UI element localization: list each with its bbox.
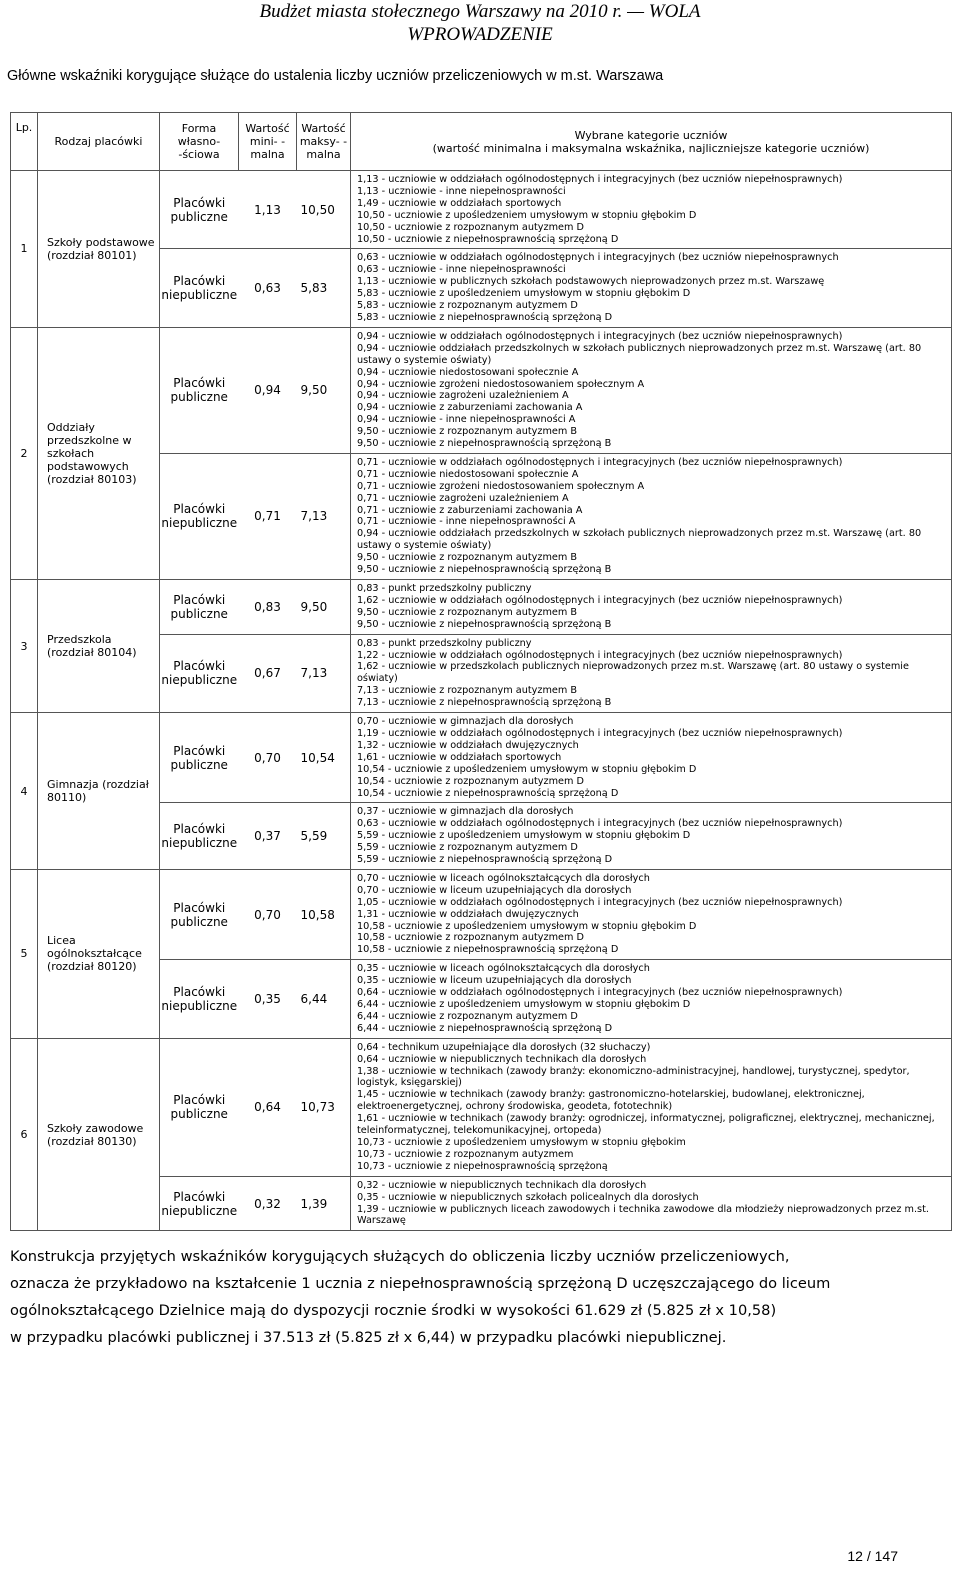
min-value: 0,71 (239, 453, 297, 579)
student-categories (351, 249, 952, 327)
category-line: 1,19 - uczniowie w oddziałach ogólnodostępnych i integracyjnych (bez uczniów niepełnosprawnych) (357, 727, 843, 739)
category-line: 9,50 - uczniowie z niepełnosprawnością sprzężoną B (357, 564, 612, 576)
category-line: 10,58 - uczniowie z rozpoznanym autyzmem D (357, 932, 584, 944)
category-line: 1,13 - uczniowie w oddziałach ogólnodostępnych i integracyjnych (bez uczniów niepełnosprawnych) (357, 174, 843, 185)
max-value: 10,54 (297, 713, 351, 803)
category-line: 10,50 - uczniowie z rozpoznanym autyzmem D (357, 221, 584, 233)
category-line: 0,35 - uczniowie w niepublicznych szkołach policealnych dla dorosłych (357, 1191, 699, 1203)
category-line: 0,35 - uczniowie w liceum uzupełniających dla dorosłych (357, 975, 632, 987)
student-categories (351, 803, 952, 870)
category-line: 0,94 - uczniowie z zaburzeniami zachowania A (357, 402, 583, 414)
category-line: 0,71 - uczniowie - inne niepełnosprawności A (357, 516, 576, 528)
ownership-form: Placówki publiczne (160, 1038, 239, 1176)
row-number: 6 (11, 1038, 38, 1231)
category-line: 1,61 - uczniowie w oddziałach sportowych (357, 751, 562, 763)
category-line: 1,05 - uczniowie w oddziałach ogólnodostępnych i integracyjnych (bez uczniów niepełnosprawnych) (357, 896, 843, 908)
category-line: 1,31 - uczniowie w oddziałach dwujęzycznych (357, 908, 579, 920)
category-line: 0,71 - uczniowie w oddziałach ogólnodostępnych i integracyjnych (bez uczniów niepełnosprawnych) (357, 456, 843, 468)
category-line: 0,71 - uczniowie z zaburzeniami zachowania A (357, 504, 583, 516)
table-row (11, 580, 952, 635)
category-line: 10,58 - uczniowie z niepełnosprawnością sprzężoną D (357, 944, 619, 956)
category-line: 0,83 - punkt przedszkolny publiczny (357, 583, 532, 594)
category-line: 0,70 - uczniowie w liceum uzupełniających dla dorosłych (357, 884, 632, 896)
category-line: 9,50 - uczniowie z niepełnosprawnością sprzężoną B (357, 438, 612, 450)
category-line: 5,83 - uczniowie z upośledzeniem umysłowym w stopniu głębokim D (357, 288, 691, 300)
category-line: 0,64 - technikum uzupełniające dla dorosłych (32 słuchaczy) (357, 1041, 651, 1053)
category-line: 9,50 - uczniowie z rozpoznanym autyzmem B (357, 552, 578, 564)
category-line: 1,38 - uczniowie w technikach (zawody branży: ekonomiczno-administracyjnej, handlowej, turystycznej, spedytor, logistyk, księgarskiej) (357, 1065, 910, 1089)
category-line: 5,59 - uczniowie z rozpoznanym autyzmem D (357, 842, 578, 854)
category-line: 10,73 - uczniowie z upośledzeniem umysłowym w stopniu głębokim (357, 1136, 686, 1148)
student-categories (351, 713, 952, 803)
max-value: 10,50 (297, 171, 351, 249)
category-line: 9,50 - uczniowie z rozpoznanym autyzmem B (357, 606, 578, 618)
category-line: 6,44 - uczniowie z rozpoznanym autyzmem D (357, 1010, 578, 1022)
student-categories (351, 171, 952, 249)
category-line: 1,62 - uczniowie w przedszkolach publicznych nieprowadzonych przez m.st. Warszawę (art. 80 ustawy o systemie oświaty) (357, 661, 909, 685)
max-value: 7,13 (297, 634, 351, 712)
category-line: 6,44 - uczniowie z niepełnosprawnością sprzężoną D (357, 1022, 613, 1034)
ownership-form: Placówki publiczne (160, 171, 239, 249)
row-number: 1 (11, 171, 38, 328)
explanation-line: Konstrukcja przyjętych wskaźników korygujących służących do obliczenia liczby uczniów przeliczeniowych, (10, 1248, 790, 1265)
student-categories (351, 1176, 952, 1231)
category-line: 1,62 - uczniowie w oddziałach ogólnodostępnych i integracyjnych (bez uczniów niepełnosprawnych) (357, 594, 843, 606)
category-line: 1,61 - uczniowie w technikach (zawody branży: ogrodniczej, informatycznej, poligraficznej, elektrycznej, mechanicznej, teleinformatycznej, telekomunikacyjnej, ortopeda) (357, 1113, 935, 1137)
category-line: 9,50 - uczniowie z niepełnosprawnością sprzężoną B (357, 618, 612, 630)
category-line: 1,22 - uczniowie w oddziałach ogólnodostępnych i integracyjnych (bez uczniów niepełnosprawnych) (357, 649, 843, 661)
table-row (11, 327, 952, 453)
header-kategorie (351, 113, 952, 171)
ownership-form: Placówki publiczne (160, 580, 239, 635)
ownership-form: Placówki publiczne (160, 869, 239, 959)
category-line: 5,83 - uczniowie z rozpoznanym autyzmem D (357, 300, 578, 312)
category-line: 1,13 - uczniowie w publicznych szkołach podstawowych nieprowadzonych przez m.st. Warszawę (357, 276, 825, 288)
explanation-line: ogólnokształcącego Dzielnice mają do dyspozycji rocznie środki w wysokości 61.629 zł (5.825 zł x 10,58) (10, 1302, 777, 1319)
header-rodzaj: Rodzaj placówki (38, 113, 160, 171)
table-row (11, 869, 952, 959)
student-categories (351, 634, 952, 712)
category-line: 0,35 - uczniowie w liceach ogólnokształcących dla dorosłych (357, 963, 650, 975)
ownership-form: Placówki niepubliczne (160, 453, 239, 579)
row-number: 4 (11, 713, 38, 870)
category-line: 10,58 - uczniowie z upośledzeniem umysłowym w stopniu głębokim D (357, 920, 697, 932)
ownership-form: Placówki publiczne (160, 327, 239, 453)
min-value: 0,63 (239, 249, 297, 327)
indicator-table (10, 112, 952, 1231)
student-categories (351, 327, 952, 453)
category-line: 0,37 - uczniowie w gimnazjach dla dorosłych (357, 806, 574, 818)
min-value: 0,32 (239, 1176, 297, 1231)
category-line: 0,94 - uczniowie w oddziałach ogólnodostępnych i integracyjnych (bez uczniów niepełnosprawnych) (357, 330, 843, 342)
explanation-paragraph (10, 1243, 950, 1351)
category-line: 10,73 - uczniowie z niepełnosprawnością sprzężoną (357, 1160, 608, 1172)
category-line: 0,64 - uczniowie w oddziałach ogólnodostępnych i integracyjnych (bez uczniów niepełnosprawnych) (357, 987, 843, 999)
facility-type: Oddziały przedszkolne w szkołach podstawowych (rozdział 80103) (38, 327, 160, 579)
category-line: 0,83 - punkt przedszkolny publiczny (357, 637, 532, 649)
category-line: 0,70 - uczniowie w liceach ogólnokształcących dla dorosłych (357, 872, 650, 884)
header-section: WPROWADZENIE (407, 24, 553, 45)
min-value: 0,35 (239, 960, 297, 1038)
facility-type: Licea ogólnokształcące (rozdział 80120) (38, 869, 160, 1038)
category-line: 0,64 - uczniowie w niepublicznych technikach dla dorosłych (357, 1053, 647, 1065)
category-line: 0,94 - uczniowie oddziałach przedszkolnych w szkołach publicznych nieprowadzonych przez m.st. Warszawę (art. 80 ustawy o systemie oświaty) (357, 528, 922, 552)
category-line: 0,63 - uczniowie w oddziałach ogólnodostępnych i integracyjnych (bez uczniów niepełnosprawnych (357, 252, 839, 264)
max-value: 10,73 (297, 1038, 351, 1176)
category-line: 0,71 - uczniowie zagrożeni uzależnieniem A (357, 492, 569, 504)
row-number: 5 (11, 869, 38, 1038)
category-line: 5,83 - uczniowie z niepełnosprawnością sprzężoną D (357, 311, 613, 323)
category-line: 1,39 - uczniowie w publicznych liceach zawodowych i technika zawodowe dla młodzieży nieprowadzonych przez m.st. Warszawę (357, 1203, 929, 1227)
category-line: 6,44 - uczniowie z upośledzeniem umysłowym w stopniu głębokim D (357, 999, 691, 1010)
facility-type: Gimnazja (rozdział 80110) (38, 713, 160, 870)
table-row (11, 171, 952, 249)
category-line: 5,59 - uczniowie z upośledzeniem umysłowym w stopniu głębokim D (357, 830, 691, 842)
min-value: 0,83 (239, 580, 297, 635)
min-value: 0,70 (239, 869, 297, 959)
ownership-form: Placówki niepubliczne (160, 634, 239, 712)
header-forma: Forma własno- -ściowa (160, 113, 239, 171)
category-line: 5,59 - uczniowie z niepełnosprawnością sprzężoną D (357, 854, 613, 866)
category-line: 0,94 - uczniowie zgrożeni niedostosowaniem społecznym A (357, 378, 645, 390)
category-line: 9,50 - uczniowie z rozpoznanym autyzmem B (357, 426, 578, 438)
category-line: 0,70 - uczniowie w gimnazjach dla dorosłych (357, 716, 574, 728)
category-line: 0,63 - uczniowie - inne niepełnosprawności (357, 264, 566, 276)
facility-type: Przedszkola (rozdział 80104) (38, 580, 160, 713)
header-max: Wartość maksy- -malna (297, 113, 351, 171)
category-line: 10,54 - uczniowie z rozpoznanym autyzmem D (357, 775, 584, 787)
header-kategorie-title: Wybrane kategorie uczniów (574, 128, 728, 142)
header-kategorie-sub: (wartość minimalna i maksymalna wskaźnika, najliczniejsze kategorie uczniów) (432, 141, 870, 155)
student-categories (351, 869, 952, 959)
table-row (11, 713, 952, 803)
min-value: 0,64 (239, 1038, 297, 1176)
student-categories (351, 1038, 952, 1176)
category-line: 7,13 - uczniowie z niepełnosprawnością sprzężoną B (357, 697, 612, 709)
student-categories (351, 960, 952, 1038)
category-line: 1,13 - uczniowie - inne niepełnosprawności (357, 185, 566, 197)
min-value: 0,94 (239, 327, 297, 453)
ownership-form: Placówki niepubliczne (160, 960, 239, 1038)
table-caption: Główne wskaźniki korygujące służące do ustalenia liczby uczniów przeliczeniowych w m.st. Warszawa (7, 68, 664, 84)
max-value: 1,39 (297, 1176, 351, 1231)
category-line: 0,94 - uczniowie zagrożeni uzależnieniem A (357, 390, 569, 402)
category-line: 10,50 - uczniowie z niepełnosprawnością sprzężoną D (357, 233, 619, 245)
category-line: 0,71 - uczniowie niedostosowani społecznie A (357, 468, 579, 480)
ownership-form: Placówki publiczne (160, 713, 239, 803)
explanation-line: w przypadku placówki publicznej i 37.513 zł (5.825 zł x 6,44) w przypadku placówki niepublicznej. (10, 1329, 727, 1346)
max-value: 9,50 (297, 327, 351, 453)
min-value: 0,70 (239, 713, 297, 803)
category-line: 1,45 - uczniowie w technikach (zawody branży: gastronomiczno-hotelarskiej, budowlanej, elektronicznej, elektroenergetycznej, ochrony środowiska, geodeta, fototechnik) (357, 1089, 865, 1113)
row-number: 2 (11, 327, 38, 579)
row-number: 3 (11, 580, 38, 713)
explanation-line: oznacza że przykładowo na kształcenie 1 ucznia z niepełnosprawnością sprzężoną D uczęszczającego do liceum (10, 1275, 831, 1292)
max-value: 5,59 (297, 803, 351, 870)
category-line: 0,32 - uczniowie w niepublicznych technikach dla dorosłych (357, 1179, 647, 1191)
header-lp: Lp. (11, 113, 38, 171)
ownership-form: Placówki niepubliczne (160, 803, 239, 870)
category-line: 1,49 - uczniowie w oddziałach sportowych (357, 197, 562, 209)
table-row (11, 1038, 952, 1176)
max-value: 6,44 (297, 960, 351, 1038)
category-line: 10,54 - uczniowie z niepełnosprawnością sprzężoną D (357, 787, 619, 799)
header-title: Budżet miasta stołecznego Warszawy na 2010 r. — WOLA (259, 1, 701, 22)
category-line: 10,50 - uczniowie z upośledzeniem umysłowym w stopniu głębokim D (357, 209, 697, 221)
facility-type: Szkoły podstawowe (rozdział 80101) (38, 171, 160, 328)
max-value: 7,13 (297, 453, 351, 579)
max-value: 5,83 (297, 249, 351, 327)
page-number: 12 / 147 (847, 1548, 898, 1564)
student-categories (351, 580, 952, 635)
min-value: 0,37 (239, 803, 297, 870)
category-line: 0,71 - uczniowie zgrożeni niedostosowaniem społecznym A (357, 480, 645, 492)
max-value: 9,50 (297, 580, 351, 635)
facility-type: Szkoły zawodowe (rozdział 80130) (38, 1038, 160, 1231)
min-value: 1,13 (239, 171, 297, 249)
ownership-form: Placówki niepubliczne (160, 1176, 239, 1231)
category-line: 10,54 - uczniowie z upośledzeniem umysłowym w stopniu głębokim D (357, 763, 697, 775)
category-line: 0,94 - uczniowie oddziałach przedszkolnych w szkołach publicznych nieprowadzonych przez m.st. Warszawę (art. 80 ustawy o systemie oświaty) (357, 342, 922, 366)
max-value: 10,58 (297, 869, 351, 959)
category-line: 10,73 - uczniowie z rozpoznanym autyzmem (357, 1148, 574, 1160)
category-line: 0,63 - uczniowie w oddziałach ogólnodostępnych i integracyjnych (bez uczniów niepełnosprawnych) (357, 818, 843, 830)
category-line: 7,13 - uczniowie z rozpoznanym autyzmem B (357, 685, 578, 697)
category-line: 0,94 - uczniowie - inne niepełnosprawności A (357, 414, 576, 426)
student-categories (351, 453, 952, 579)
min-value: 0,67 (239, 634, 297, 712)
category-line: 0,94 - uczniowie niedostosowani społecznie A (357, 366, 579, 378)
ownership-form: Placówki niepubliczne (160, 249, 239, 327)
header-min: Wartość mini- -malna (239, 113, 297, 171)
category-line: 1,32 - uczniowie w oddziałach dwujęzycznych (357, 739, 579, 751)
